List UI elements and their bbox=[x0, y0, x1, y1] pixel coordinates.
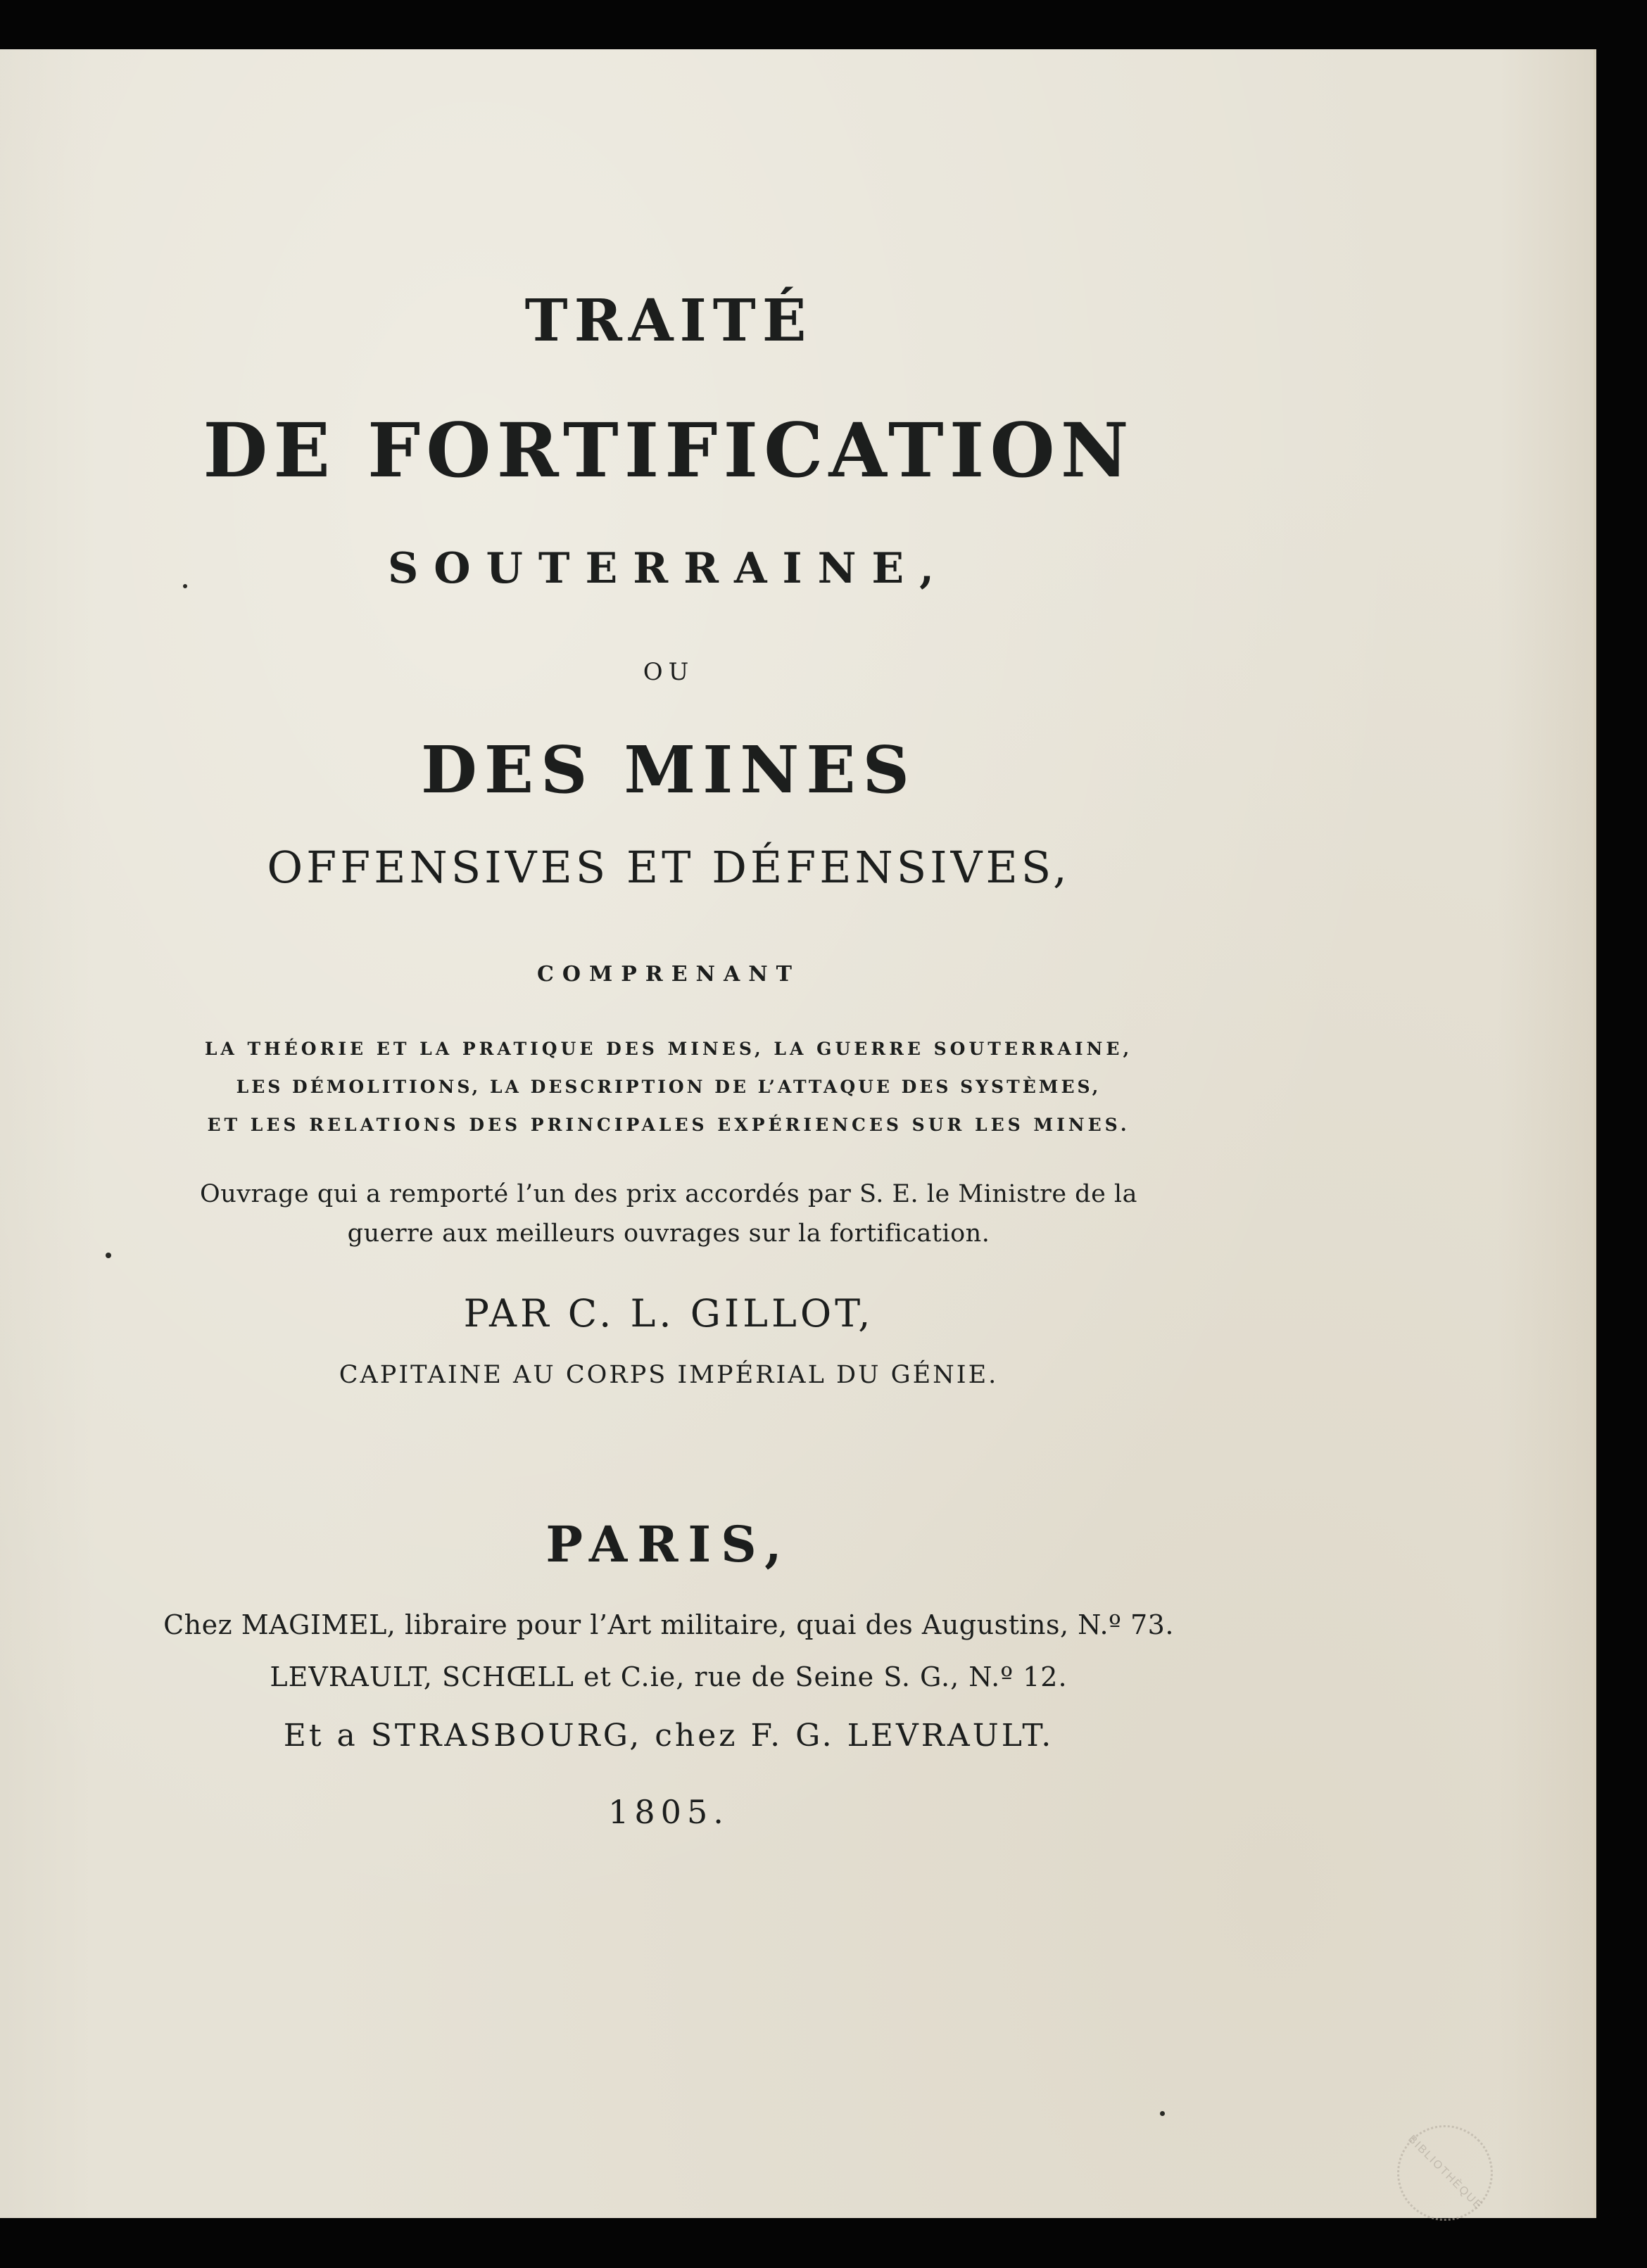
imprint-year: 1805. bbox=[608, 1793, 729, 1831]
publisher-line-3: Et a STRASBOURG, chez F. G. LEVRAULT. bbox=[283, 1718, 1054, 1754]
library-stamp-text: BIBLIOTHÈQUE bbox=[1406, 2133, 1485, 2212]
title-conjunction-ou: OU bbox=[643, 658, 695, 686]
publisher-line-1: Chez MAGIMEL, libraire pour l’Art militaire, quai des Augustins, N.º 73. bbox=[163, 1609, 1174, 1640]
ink-speck bbox=[1160, 2111, 1165, 2116]
label-comprenant: COMPRENANT bbox=[536, 962, 801, 987]
title-line-traite: TRAITÉ bbox=[524, 287, 813, 355]
author-name: PAR C. L. GILLOT, bbox=[463, 1291, 874, 1336]
author-rank: CAPITAINE AU CORPS IMPÉRIAL DU GÉNIE. bbox=[339, 1361, 999, 1389]
title-line-souterraine: SOUTERRAINE, bbox=[387, 544, 950, 593]
prize-note-line-2: guerre aux meilleurs ouvrages sur la fortification. bbox=[347, 1219, 990, 1248]
ink-speck bbox=[106, 1253, 111, 1258]
contents-line-3: ET LES RELATIONS DES PRINCIPALES EXPÉRIENCES SUR LES MINES. bbox=[207, 1115, 1130, 1135]
contents-line-1: LA THÉORIE ET LA PRATIQUE DES MINES, LA GUERRE SOUTERRAINE, bbox=[204, 1039, 1133, 1059]
library-stamp bbox=[1377, 2105, 1513, 2241]
title-line-de-fortification: DE FORTIFICATION bbox=[203, 406, 1135, 494]
contents-line-2: LES DÉMOLITIONS, LA DESCRIPTION DE L’ATTAQUE DES SYSTÈMES, bbox=[236, 1077, 1102, 1097]
title-page bbox=[0, 49, 1596, 2218]
imprint-city: PARIS, bbox=[545, 1515, 792, 1573]
subtitle-offensives-defensives: OFFENSIVES ET DÉFENSIVES, bbox=[267, 842, 1071, 893]
publisher-line-2: LEVRAULT, SCHŒLL et C.ie, rue de Seine S. G., N.º 12. bbox=[270, 1661, 1068, 1692]
title-line-des-mines: DES MINES bbox=[421, 732, 916, 808]
prize-note-line-1: Ouvrage qui a remporté l’un des prix accordés par S. E. le Ministre de la bbox=[200, 1180, 1137, 1208]
ink-speck bbox=[183, 584, 187, 588]
